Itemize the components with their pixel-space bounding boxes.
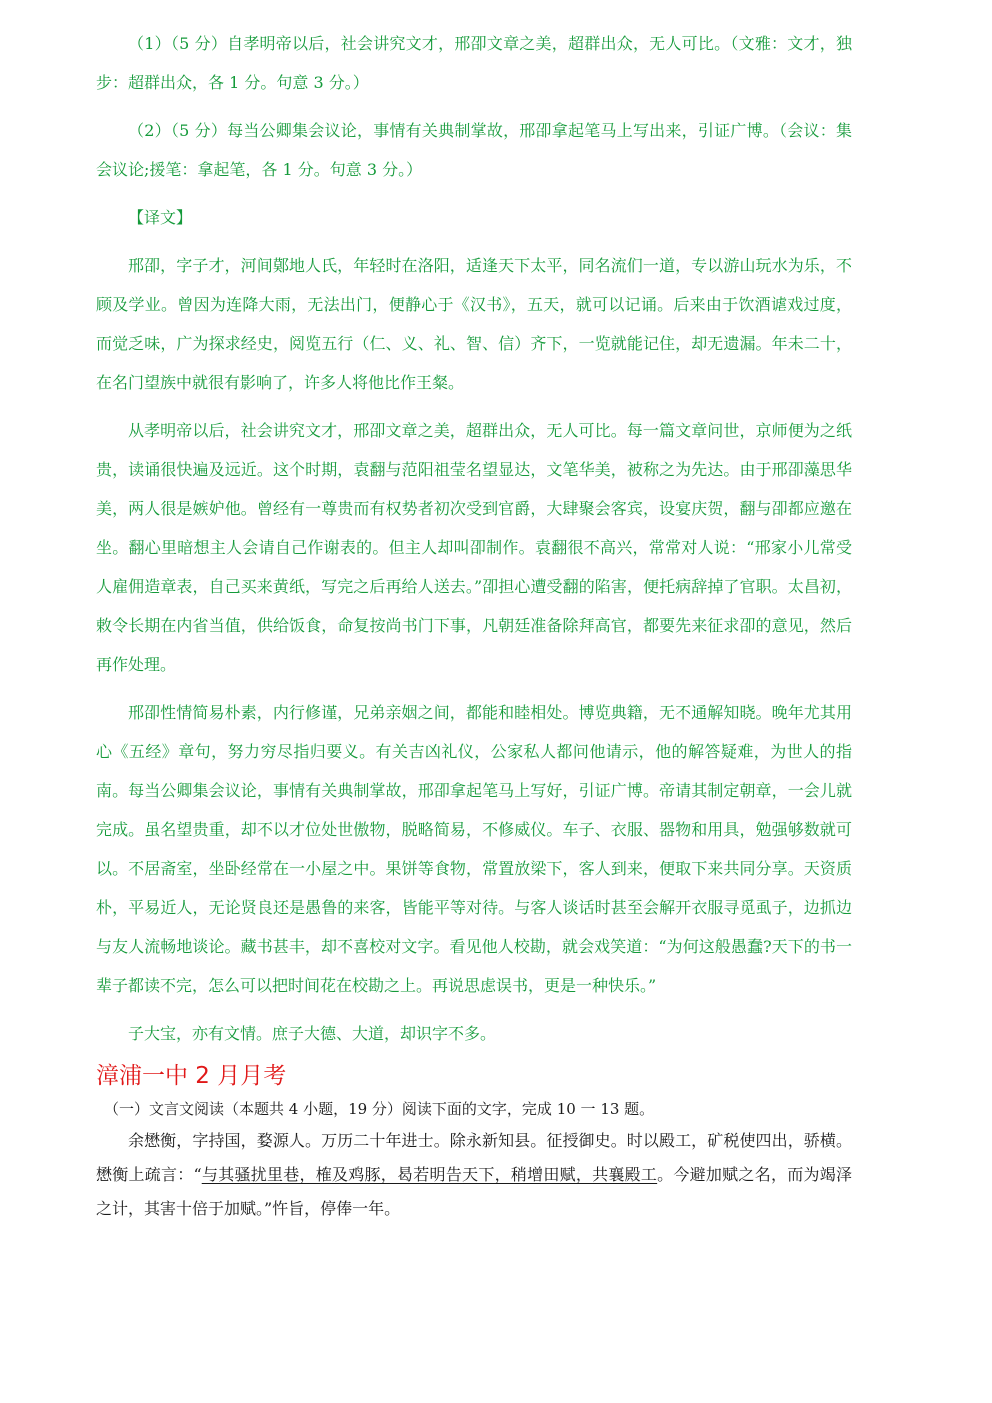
translation-paragraph-1: 邢卲，字子才，河间鄚地人氏，年轻时在洛阳，适逢天下太平，同名流们一道，专以游山玩水为乐，不顾及学业。曾因为连降大雨，无法出门，便静心于《汉书》，五天，就可以记诵。后来由于饮酒谑戏过度，而觉乏味，广为探求经史，阅览五行（仁、义、礼、智、信）齐下，一览就能记住，却无遗漏。年未二十，在名门望族中就很有影响了，许多人将他比作王粲。: [96, 256, 852, 392]
section-intro: （一）文言文阅读（本题共 4 小题，19 分）阅读下面的文字，完成 10 一 13 题。: [104, 1100, 655, 1118]
translation-heading: 【译文】: [128, 208, 193, 227]
passage-underlined-sentence: 与其骚扰里巷，榷及鸡豚，曷若明告天下，稍增田赋，共襄殿工: [201, 1165, 658, 1184]
passage-part-1: 余懋衡，字持国，婺源人。万历二十年进士。除永新知县。征授御史。时以殿工，矿税使四出，骄横。懋衡上疏言：“: [96, 1131, 852, 1184]
answer-2: （2）（5 分）每当公卿集会议论，事情有关典制掌故，邢卲拿起笔马上写出来，引证广博。（会议：集会议论;援笔：拿起笔，各 1 分。句意 3 分。）: [96, 121, 852, 179]
exam-title: 漳浦一中 2 月月考: [96, 1063, 287, 1089]
classical-passage: [96, 1124, 852, 1226]
translation-paragraph-2: 从孝明帝以后，社会讲究文才，邢卲文章之美，超群出众，无人可比。每一篇文章问世，京师便为之纸贵，读诵很快遍及远近。这个时期，袁翻与范阳祖莹名望显达，文笔华美，被称之为先达。由于邢卲藻思华美，两人很是嫉妒他。曾经有一尊贵而有权势者初次受到官爵，大肆聚会客宾，设宴庆贺，翻与卲都应邀在坐。翻心里暗想主人会请自己作谢表的。但主人却叫卲制作。袁翻很不高兴，常常对人说：“邢家小儿常受人雇佣造章表，自己买来黄纸，写完之后再给人送去。”卲担心遭受翻的陷害，便托病辞掉了官职。太昌初，敕令长期在内省当值，供给饭食，命复按尚书门下事，凡朝廷准备除拜高官，都要先来征求卲的意见，然后再作处理。: [96, 421, 852, 674]
passage-part-2: 。今避加赋之名，而为竭泽之计，其害十倍于加赋。”忤旨，停俸一年。: [96, 1165, 852, 1218]
document-page: [96, 24, 852, 1226]
answer-1: （1）（5 分）自孝明帝以后，社会讲究文才，邢卲文章之美，超群出众，无人可比。（文雅：文才，独步：超群出众，各 1 分。句意 3 分。）: [96, 34, 852, 92]
translation-paragraph-3: 邢卲性情简易朴素，内行修谨，兄弟亲姻之间，都能和睦相处。博览典籍，无不通解知晓。晚年尤其用心《五经》章句，努力穷尽指归要义。有关吉凶礼仪，公家私人都问他请示，他的解答疑难，为世人的指南。每当公卿集会议论，事情有关典制掌故，邢卲拿起笔马上写好，引证广博。帝请其制定朝章，一会儿就完成。虽名望贵重，却不以才位处世傲物，脱略简易，不修威仪。车子、衣服、器物和用具，勉强够数就可以。不居斋室，坐卧经常在一小屋之中。果饼等食物，常置放梁下，客人到来，便取下来共同分享。天资质朴，平易近人，无论贤良还是愚鲁的来客，皆能平等对待。与客人谈话时甚至会解开衣服寻觅虱子，边抓边与友人流畅地谈论。藏书甚丰，却不喜校对文字。看见他人校勘，就会戏笑道：“为何这般愚蠢?天下的书一辈子都读不完，怎么可以把时间花在校勘之上。再说思虑误书，更是一种快乐。”: [96, 703, 852, 995]
closing-line: 子大宝，亦有文情。庶子大德、大道，却识字不多。: [128, 1024, 497, 1043]
